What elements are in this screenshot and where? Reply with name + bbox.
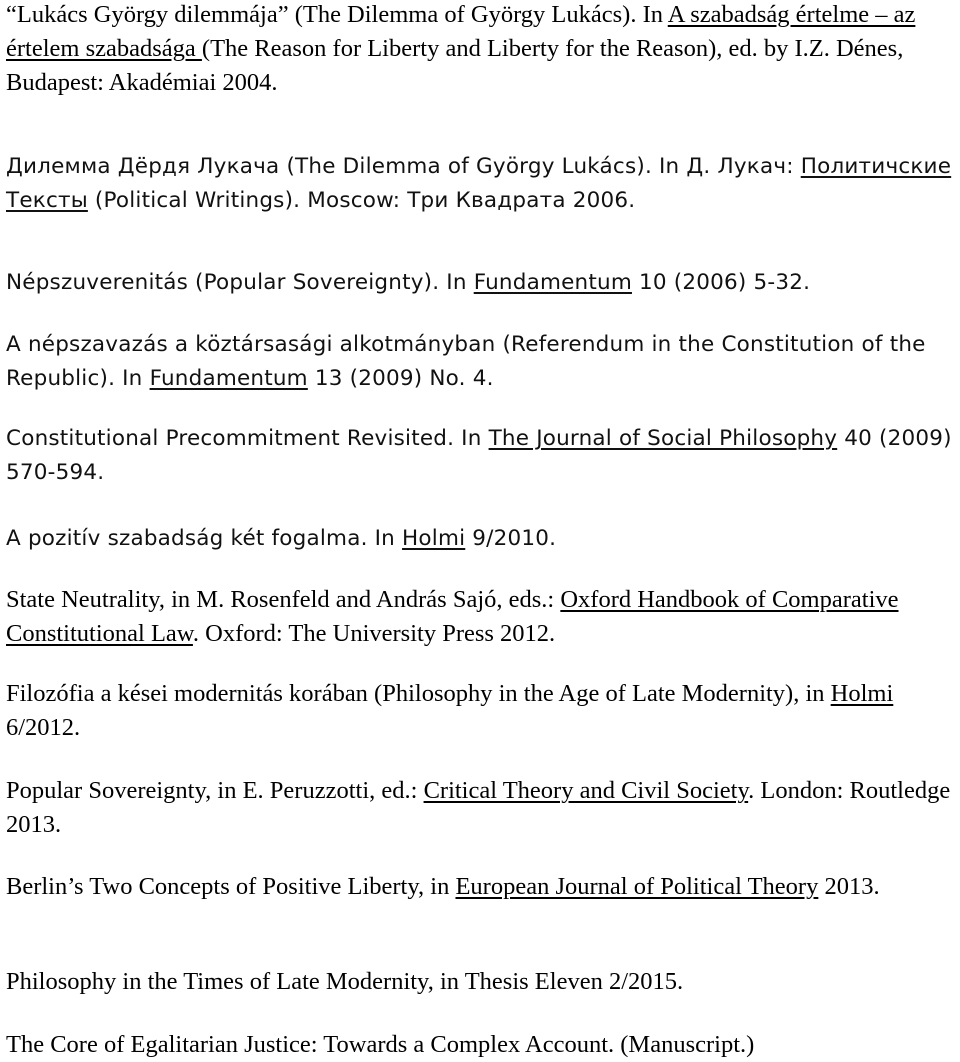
- entry-text: “Lukács György dilemmája” (The Dilemma of György Lukács). In: [6, 1, 668, 28]
- entry-text: Constitutional Precommitment Revisited. In: [6, 426, 489, 451]
- entry-text: (Political Writings). Moscow: Три Квадрата 2006.: [87, 188, 636, 213]
- bibliography-entry: [6, 774, 954, 842]
- entry-text: Дилемма Дёрдя Лукача (The Dilemma of György Lukács). In Д. Лукач:: [6, 154, 801, 179]
- entry-title: Oxford Handbook of Comparative Constitutional Law: [6, 586, 899, 647]
- entry-text: The Core of Egalitarian Justice: Towards a Complex Account. (Manuscript.): [6, 1031, 755, 1058]
- entry-text: . Oxford: The University Press 2012.: [192, 620, 556, 647]
- entry-text: 6/2012.: [6, 714, 81, 741]
- bibliography-entry: [6, 422, 954, 490]
- entry-text: 10 (2006) 5-32.: [631, 270, 811, 295]
- bibliography-entry: [6, 0, 954, 100]
- entry-title: Политичские Тексты: [6, 154, 952, 213]
- entry-title: The Journal of Social Philosophy: [488, 426, 838, 451]
- entry-text: State Neutrality, in M. Rosenfeld and András Sajó, eds.:: [6, 586, 561, 613]
- entry-title: Critical Theory and Civil Society: [423, 777, 749, 804]
- entry-text: (The Reason for Liberty and Liberty for the Reason), ed. by I.Z. Dénes, Budapest: Akadémiai 2004.: [6, 35, 904, 96]
- bibliography-entry: [6, 583, 954, 651]
- entry-text: A pozitív szabadság két fogalma. In: [6, 526, 403, 551]
- bibliography-entry: [6, 150, 954, 218]
- bibliography-entry: [6, 870, 954, 904]
- entry-title: Holmi: [402, 526, 466, 551]
- bibliography-entry: [6, 1028, 954, 1062]
- entry-text: A népszavazás a köztársasági alkotmányban (Referendum in the Constitution of the Republic). In: [6, 332, 926, 391]
- entry-text: Philosophy in the Times of Late Modernity, in Thesis Eleven 2/2015.: [6, 968, 684, 995]
- entry-title: Fundamentum: [473, 270, 632, 295]
- entry-text: . London: Routledge 2013.: [6, 777, 951, 838]
- bibliography-entry: [6, 266, 954, 300]
- entry-text: 2013.: [818, 873, 880, 900]
- bibliography-entry: [6, 965, 954, 999]
- entry-text: Népszuverenitás (Popular Sovereignty). In: [6, 270, 474, 295]
- entry-text: 40 (2009) 570-594.: [6, 426, 952, 485]
- entry-text: 13 (2009) No. 4.: [307, 366, 494, 391]
- entry-text: 9/2010.: [465, 526, 557, 551]
- bibliography-entry: [6, 522, 954, 556]
- bibliography-entry: [6, 677, 954, 745]
- bibliography-entry: [6, 328, 954, 396]
- entry-text: Popular Sovereignty, in E. Peruzzotti, ed.:: [6, 777, 424, 804]
- entry-title: Holmi: [830, 680, 894, 707]
- entry-title: A szabadság értelme – az értelem szabadsága: [6, 1, 916, 62]
- entry-text: Filozófia a kései modernitás korában (Philosophy in the Age of Late Modernity), in: [6, 680, 831, 707]
- entry-text: Berlin’s Two Concepts of Positive Liberty, in: [6, 873, 456, 900]
- entry-title: European Journal of Political Theory: [455, 873, 819, 900]
- entry-title: Fundamentum: [149, 366, 308, 391]
